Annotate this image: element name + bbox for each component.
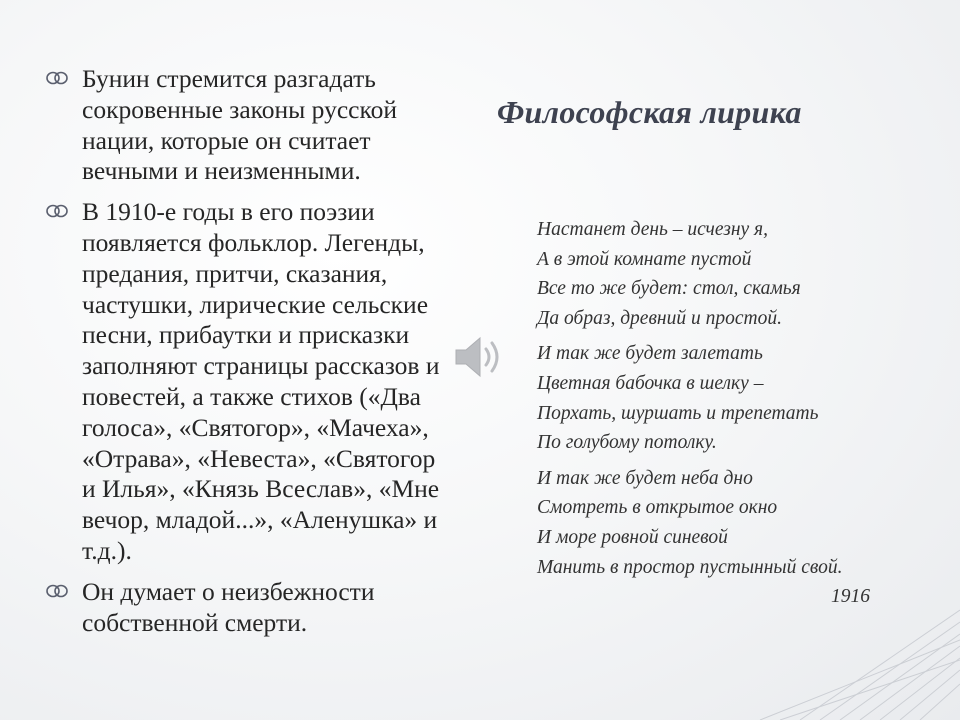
bullet-line: «Отрава», «Невеста», «Святогор [82,443,436,473]
poem-line: А в этой комнате пустой [537,248,752,270]
poem-line: Манить в простор пустынный свой. [537,556,843,578]
poem-line: И так же будет неба дно [537,467,753,489]
bullet-line: и Илья», «Князь Всеслав», «Мне [82,474,440,504]
bullet-line: предания, притчи, сказания, [82,258,388,288]
bullet-line: частушки, лирические сельские [82,289,429,319]
poem-line: Да образ, древний и простой. [537,307,782,329]
bullet-line: вечор, младой...», «Аленушка» и [82,505,438,535]
poem-stanza-2 [537,339,937,457]
bullet-line: заполняют страницы рассказов и [82,351,440,381]
poem-stanza-1 [537,215,937,333]
bullet-line: т.д.). [82,535,132,565]
bullet-line: голоса», «Святогор», «Мачеха», [82,412,429,442]
bullet-list [44,64,496,648]
bullet-line: нации, которые он считает [82,125,371,155]
poem-line: Все то же будет: стол, скамья [537,278,801,300]
bullet-line: песни, прибаутки и присказки [82,320,410,350]
bullet-line: собственной смерти. [82,607,308,637]
double-ring-bullet-icon [44,203,70,219]
poem-line: Настанет день – исчезну я, [537,219,768,240]
poem-line: Цветная бабочка в шелку – [537,372,764,394]
poem-line: Смотреть в открытое окно [537,497,778,519]
bullet-line: вечными и неизменными. [82,156,361,186]
double-ring-bullet-icon [44,583,70,599]
speaker-icon[interactable] [452,334,508,380]
bullet-line: появляется фольклор. Легенды, [82,227,425,257]
bullet-line: Бунин стремится разгадать [82,64,376,93]
poem [537,215,937,612]
poem-stanza-3 [537,464,937,582]
bullet-line: повестей, а также стихов («Два [82,381,421,411]
bullet-item-3 [44,577,496,639]
corner-lines-decoration [740,600,960,720]
bullet-line: сокровенные законы русской [82,94,397,124]
poem-line: И так же будет залетать [537,343,763,365]
bullet-item-1 [44,64,496,187]
poem-line: По голубому потолку. [537,432,717,454]
bullet-line: В 1910-е годы в его поэзии [82,197,375,227]
poem-line: И море ровной синевой [537,526,728,548]
bullet-text-3 [82,577,496,639]
bullet-line: Он думает о неизбежности [82,576,375,606]
double-ring-bullet-icon [44,70,70,86]
bullet-text-2 [82,197,496,567]
bullet-text-1 [82,64,496,187]
bullet-item-2 [44,197,496,567]
poem-year: 1916 [831,586,870,608]
slide-title: Философская лирика [497,94,802,130]
poem-line: Порхать, шуршать и трепетать [537,402,819,424]
